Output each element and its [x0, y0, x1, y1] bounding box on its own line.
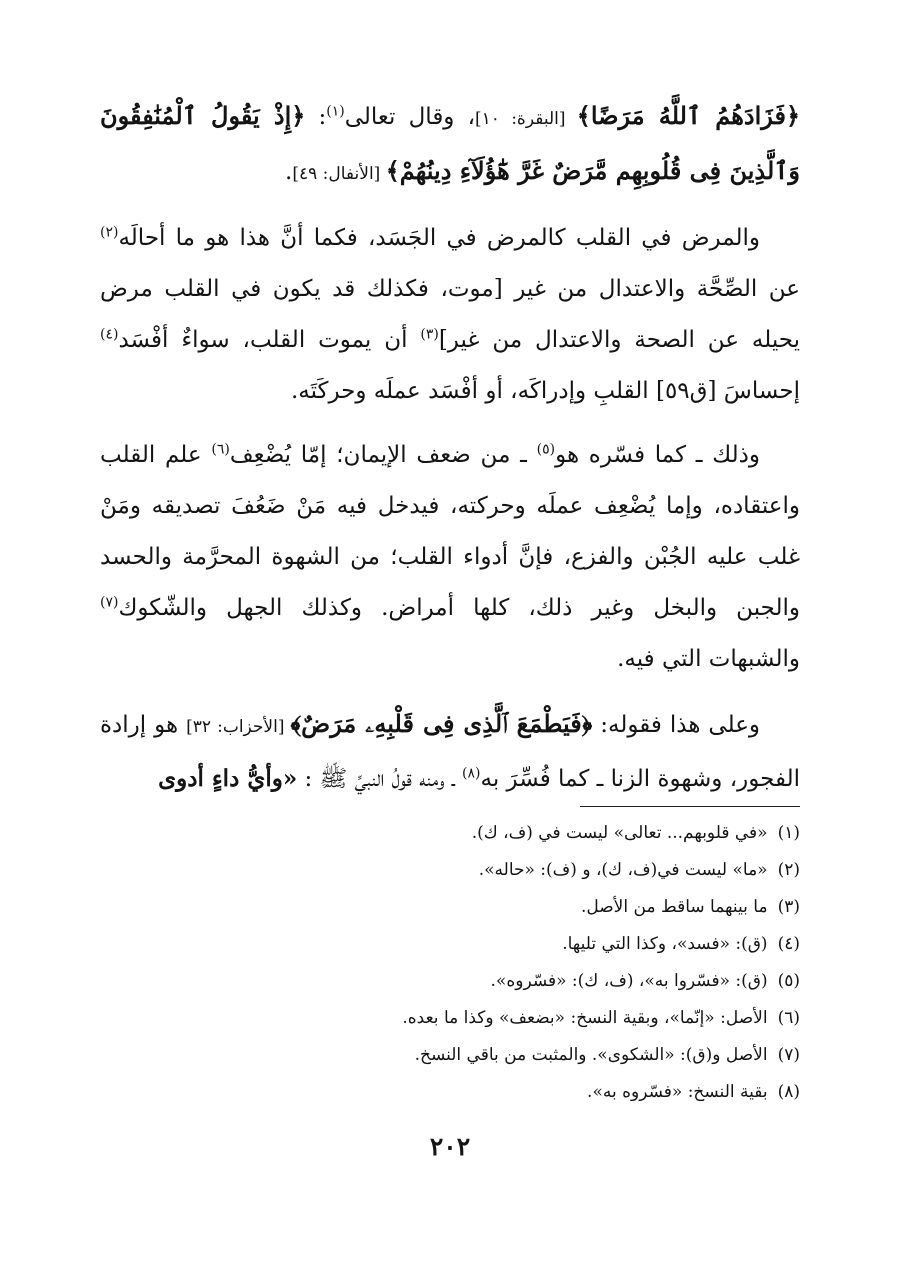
- paragraph: [100, 90, 800, 200]
- footnote-item: [100, 929, 800, 960]
- footnotes-list: [100, 818, 800, 1114]
- quran-verse: ﴿فَيَطْمَعَ ٱلَّذِى فِى قَلْبِهِۦ مَرَضٌ﴾: [290, 709, 593, 738]
- footnote-item: [100, 1003, 800, 1034]
- footnote-text: «في قلوبهم... تعالى» ليست في (ف، ك).: [471, 823, 768, 843]
- footnote-text: بقية النسخ: «فسّروه به».: [587, 1082, 768, 1102]
- paragraph-text: هو إرادة الفجور، وشهوة الزنا ـ كما فُسِّرَ به: [100, 712, 800, 792]
- footnote-item: [100, 855, 800, 886]
- paragraph-text: والمرض في القلب كالمرض في الجَسَد، فكما أنَّ هذا هو ما أحالَه: [118, 225, 760, 251]
- footnote-number: (٦): [777, 1008, 800, 1028]
- paragraph-text: ـ من ضعف الإيمان؛ إمّا يُضْعِف: [229, 442, 537, 468]
- footnote-marker: (٤): [100, 326, 119, 343]
- verse-reference: [البقرة: ١٠]: [475, 109, 577, 129]
- footnote-text: الأصل: «إنّما»، وبقية النسخ: «بضعف» وكذا ما بعده.: [402, 1008, 768, 1028]
- footnote-number: (٨): [777, 1082, 800, 1102]
- paragraph: [100, 698, 800, 805]
- paragraph-text: وذلك ـ كما فسّره هو: [555, 442, 760, 468]
- paragraph-text: علم القلب واعتقاده، وإما يُضْعِف عملَه وحركته، فيدخل فيه مَنْ ضَعُفَ تصديقه ومَنْ غلب عليه الجُبْن والفزع، فإنَّ أدواء القلب؛ من الشهوة المحرَّمة والحسد والجبن والبخل وغير ذلك، كلها أمراض. وكذلك الجهل والشّكوك: [100, 442, 800, 621]
- footnote-marker: (٢): [100, 224, 119, 241]
- footnote-text: «ما» ليست في(ف، ك)، و (ف): «حاله».: [478, 860, 768, 880]
- paragraph-text: عن الصِّحَّة والاعتدال من غير [موت، فكذلك قد يكون في القلب مرض يحيله عن الصحة والاعتدال من غير]: [100, 276, 801, 353]
- footnote-item: [100, 1077, 800, 1108]
- quran-verse: ﴿إِذْ يَقُولُ ٱلْمُنَٰفِقُونَ وَٱلَّذِينَ فِى قُلُوبِهِم مَّرَضٌ غَرَّ هَٰٓؤُلَآءِ دِينُهُمْ﴾: [100, 101, 800, 185]
- paragraph: [100, 213, 800, 417]
- paragraph-text: ـ ومنه قولُ النبيِّ ﷺ :: [297, 766, 463, 792]
- paragraph-text: :: [305, 104, 327, 130]
- verse-reference: [الأحزاب: ٣٢]: [186, 717, 291, 737]
- footnote-item: [100, 966, 800, 997]
- paragraph-text: والشبهات التي فيه.: [617, 646, 800, 672]
- footnote-marker: (٧): [100, 594, 119, 611]
- footnote-text: ما بينهما ساقط من الأصل.: [580, 897, 768, 917]
- footnote-marker: (٦): [211, 441, 230, 458]
- footnote-text: (ق): «فسّروا به»، (ف، ك): «فسّروه».: [490, 971, 768, 991]
- page-number: ٢٠٢: [429, 1132, 471, 1161]
- paragraph-text: ، وقال تعالى: [344, 104, 476, 130]
- footnote-item: [100, 818, 800, 849]
- paragraph-text: .: [285, 159, 293, 185]
- hadith-quote: «وأيُّ داءٍ أدوى: [158, 765, 298, 792]
- footnote-text: (ق): «فسد»، وكذا التي تليها.: [562, 934, 768, 954]
- verse-reference: [الأنفال: ٤٩]: [292, 164, 386, 184]
- footnote-marker: (١): [326, 103, 345, 120]
- footnote-number: (١): [777, 823, 800, 843]
- footnote-number: (٥): [777, 971, 800, 991]
- footnote-number: (٧): [777, 1045, 800, 1065]
- quran-verse: ﴿فَزَادَهُمُ ٱللَّهُ مَرَضًا﴾: [576, 101, 801, 130]
- footnote-number: (٢): [777, 860, 800, 880]
- footnote-item: [100, 892, 800, 923]
- footnote-marker: (٨): [462, 765, 481, 782]
- paragraph-text: إحساسَ [ق٥٩] القلبِ وإدراكَه، أو أفْسَد عملَه وحركَتَه.: [290, 378, 800, 404]
- paragraph-text: أن يموت القلب، سواءٌ أفْسَد: [118, 327, 421, 353]
- footnote-number: (٤): [777, 934, 800, 954]
- footnote-marker: (٥): [536, 441, 556, 458]
- footnote-text: الأصل و(ق): «الشكوى». والمثبت من باقي النسخ.: [414, 1045, 768, 1065]
- footnote-item: [100, 1040, 800, 1071]
- footnote-number: (٣): [777, 897, 800, 917]
- paragraph-text: وعلى هذا فقوله:: [592, 712, 761, 738]
- footnote-marker: (٣): [420, 326, 439, 343]
- main-text: [100, 90, 800, 818]
- footnote-separator: [580, 806, 800, 807]
- paragraph: [100, 430, 800, 685]
